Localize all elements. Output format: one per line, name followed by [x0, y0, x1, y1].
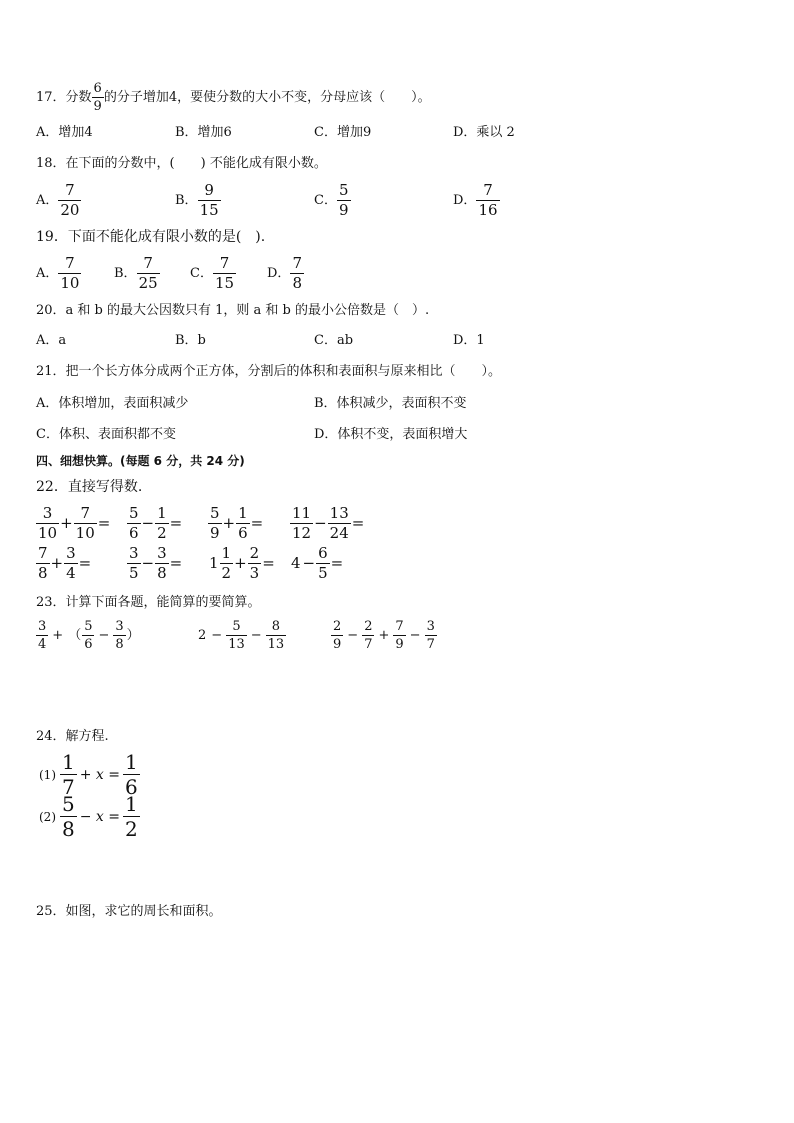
q23-expr3: $\frac{2}{9}$ − $\frac{2}{7}$ + $\frac{7}{9}$ − $\frac{3}{7}$	[333, 619, 435, 652]
q18-option-b-fraction: $\frac{9}{15}$	[199, 181, 219, 219]
fraction: $\frac{13}{24}$	[329, 504, 349, 542]
fraction: $\frac{6}{5}$	[318, 544, 328, 582]
q22-row2-expr3: 1 $\frac{1}{2}$ + $\frac{2}{3}$ =	[209, 544, 275, 582]
q23-stem: 23．计算下面各题，能简算的要简算。	[36, 595, 261, 610]
fraction: $\frac{5}{13}$	[228, 619, 245, 652]
fraction: $\frac{1}{6}$	[125, 750, 138, 799]
q20-stem: 20．a 和 b 的最大公因数只有 1，则 a 和 b 的最小公倍数是（ ）.	[36, 303, 430, 318]
q17-option-b[interactable]: B．增加6	[175, 125, 232, 140]
q22-row1-expr3: $\frac{5}{9}$ + $\frac{1}{6}$ =	[210, 504, 264, 542]
q24-equation-1: (1) $\frac{1}{7}$ + x = $\frac{1}{6}$	[39, 750, 138, 799]
q18-option-c[interactable]: C． $\frac{5}{9}$	[314, 181, 349, 219]
fraction: $\frac{3}{5}$	[129, 544, 139, 582]
q22-row2-expr4: 4 − $\frac{6}{5}$ =	[291, 544, 344, 582]
fraction: $\frac{2}{7}$	[364, 619, 373, 652]
q22-row1-expr2: $\frac{5}{6}$ − $\frac{1}{2}$ =	[129, 504, 183, 542]
fraction: $\frac{11}{12}$	[292, 504, 312, 542]
q20-option-c[interactable]: C．ab	[314, 333, 354, 348]
q19-option-c-fraction: $\frac{7}{15}$	[214, 254, 235, 292]
q19-option-a[interactable]: A． $\frac{7}{10}$	[36, 254, 80, 292]
q17-option-d[interactable]: D．乘以 2	[453, 125, 515, 140]
q20-option-a[interactable]: A．a	[36, 333, 67, 348]
fraction: $\frac{3}{4}$	[66, 544, 76, 582]
section4-title: 四、细想快算。(每题 6 分，共 24 分)	[36, 454, 245, 468]
fraction: $\frac{3}{10}$	[38, 504, 58, 542]
q22-stem: 22．直接写得数.	[36, 479, 143, 495]
fraction: $\frac{1}{2}$	[221, 544, 232, 582]
q21-option-a[interactable]: A．体积增加，表面积减少	[36, 396, 189, 411]
q19-option-b[interactable]: B． $\frac{7}{25}$	[114, 254, 158, 292]
q22-row2-expr1: $\frac{7}{8}$ + $\frac{3}{4}$ =	[38, 544, 92, 582]
fraction: $\frac{2}{3}$	[249, 544, 260, 582]
fraction: $\frac{3}{4}$	[38, 619, 47, 652]
fraction: $\frac{7}{10}$	[75, 504, 95, 542]
q19-stem: 19．下面不能化成有限小数的是( ).	[36, 229, 266, 245]
fraction: $\frac{5}{6}$	[84, 619, 93, 652]
q17-prefix: 17．分数	[36, 90, 92, 105]
fraction: $\frac{2}{9}$	[333, 619, 342, 652]
q22-row1-expr4: $\frac{11}{12}$ − $\frac{13}{24}$ =	[292, 504, 365, 542]
fraction: $\frac{3}{8}$	[157, 544, 167, 582]
q21-stem: 21．把一个长方体分成两个正方体，分割后的体积和表面积与原来相比（ ）。	[36, 364, 502, 379]
q19-option-d[interactable]: D． $\frac{7}{8}$	[267, 254, 302, 292]
fraction: $\frac{5}{8}$	[62, 792, 75, 841]
q21-option-d[interactable]: D．体积不变，表面积增大	[314, 427, 468, 442]
q18-stem: 18．在下面的分数中，( ) 不能化成有限小数。	[36, 156, 327, 171]
fraction: $\frac{5}{6}$	[129, 504, 139, 542]
q25-stem: 25．如图，求它的周长和面积。	[36, 904, 222, 919]
q23-expr2: 2 − $\frac{5}{13}$ − $\frac{8}{13}$	[198, 619, 285, 652]
fraction: $\frac{1}{2}$	[125, 792, 138, 841]
fraction: $\frac{3}{7}$	[426, 619, 435, 652]
fraction: $\frac{1}{2}$	[157, 504, 167, 542]
fraction: $\frac{1}{7}$	[62, 750, 75, 799]
q19-option-d-fraction: $\frac{7}{8}$	[292, 254, 302, 292]
fraction: $\frac{7}{8}$	[38, 544, 48, 582]
q17-stem	[36, 82, 431, 113]
fraction: $\frac{7}{9}$	[395, 619, 404, 652]
fraction: $\frac{1}{6}$	[238, 504, 248, 542]
q17-option-c[interactable]: C．增加9	[314, 125, 372, 140]
q18-option-d-fraction: $\frac{7}{16}$	[478, 181, 498, 219]
q19-option-c[interactable]: C． $\frac{7}{15}$	[190, 254, 235, 292]
q17-suffix: 的分子增加4，要使分数的大小不变，分母应该（ ）。	[103, 90, 431, 105]
q21-option-b[interactable]: B．体积减少，表面积不变	[314, 396, 467, 411]
q17-option-a[interactable]: A．增加4	[36, 125, 93, 140]
q19-option-a-fraction: $\frac{7}{10}$	[60, 254, 80, 292]
q18-option-b[interactable]: B． $\frac{9}{15}$	[175, 181, 219, 219]
fraction: $\frac{5}{9}$	[210, 504, 220, 542]
fraction: $\frac{3}{8}$	[115, 619, 124, 652]
q24-equation-2: (2) $\frac{5}{8}$ − x = $\frac{1}{2}$	[39, 792, 138, 841]
fraction: $\frac{8}{13}$	[267, 619, 285, 652]
q18-option-c-fraction: $\frac{5}{9}$	[338, 181, 349, 219]
q17-fraction: $\frac{6}{9}$	[93, 81, 102, 114]
q23-expr1: $\frac{3}{4}$ + （ $\frac{5}{6}$ − $\frac{3}{8}$ ）	[38, 619, 140, 652]
q24-stem: 24．解方程.	[36, 729, 109, 744]
q22-row2-expr2: $\frac{3}{5}$ − $\frac{3}{8}$ =	[129, 544, 183, 582]
q18-option-a-fraction: $\frac{7}{20}$	[60, 181, 80, 219]
q21-option-c[interactable]: C．体积、表面积都不变	[36, 427, 176, 442]
q19-option-b-fraction: $\frac{7}{25}$	[138, 254, 158, 292]
q20-option-d[interactable]: D．1	[453, 333, 485, 348]
q20-option-b[interactable]: B．b	[175, 333, 206, 348]
q18-option-d[interactable]: D． $\frac{7}{16}$	[453, 181, 498, 219]
q18-option-a[interactable]: A． $\frac{7}{20}$	[36, 181, 80, 219]
q22-row1-expr1: $\frac{3}{10}$ + $\frac{7}{10}$ =	[38, 504, 111, 542]
